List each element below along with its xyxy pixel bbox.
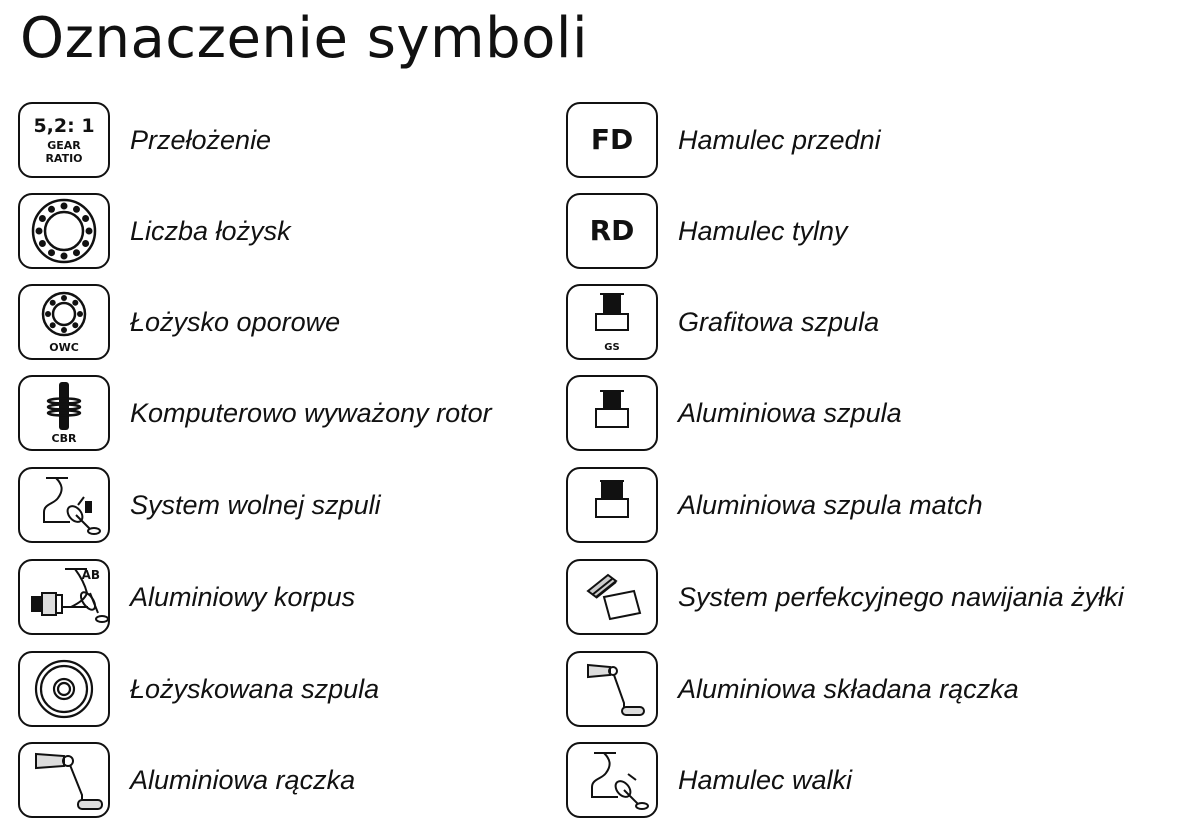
symbol-label: System wolnej szpuli — [130, 489, 381, 520]
symbol-graphite-spool — [566, 283, 879, 361]
symbol-line-winding — [566, 558, 1124, 636]
symbol-label: Aluminiowy korpus — [130, 581, 356, 612]
symbol-label: Aluminiowa rączka — [130, 764, 356, 795]
symbol-bearings — [18, 192, 291, 270]
symbol-folding-handle — [566, 650, 1019, 728]
symbol-label: Liczba łożysk — [130, 215, 291, 246]
icon-text: AB — [81, 568, 100, 582]
symbol-gear-ratio — [18, 101, 271, 179]
symbol-aluminium-handle — [18, 741, 355, 819]
icon-text: GEAR — [47, 138, 81, 152]
icon-text: CBR — [51, 431, 77, 445]
symbol-label: Aluminiowa szpula — [678, 397, 902, 428]
icon-text: RATIO — [45, 151, 83, 165]
icon-text: GS — [604, 342, 620, 353]
graphite-spool-icon — [566, 284, 658, 360]
symbol-match-spool — [566, 466, 983, 544]
symbol-anti-reverse-bearing — [18, 283, 340, 361]
symbol-label: Komputerowo wyważony rotor — [130, 397, 492, 428]
symbol-rear-drag — [566, 192, 848, 270]
symbol-free-spool — [18, 466, 381, 544]
rear-drag-icon — [566, 193, 658, 269]
balanced-rotor-icon — [18, 375, 110, 451]
aluminium-handle-icon — [18, 742, 110, 818]
aluminium-spool-icon — [566, 375, 658, 451]
icon-text: RD — [589, 214, 635, 247]
symbol-label: Hamulec przedni — [678, 124, 881, 155]
aluminium-body-reel-icon — [18, 559, 110, 635]
icon-text: OWC — [49, 340, 79, 354]
icon-text: FD — [590, 123, 634, 156]
line-winding-icon — [566, 559, 658, 635]
symbol-label: Przełożenie — [130, 124, 272, 155]
symbol-label: Łożysko oporowe — [130, 306, 341, 337]
bearing-spool-icon — [18, 651, 110, 727]
symbol-label: Hamulec tylny — [678, 215, 848, 246]
gear-ratio-icon — [18, 102, 110, 178]
symbol-label: Hamulec walki — [678, 764, 853, 795]
match-spool-icon — [566, 467, 658, 543]
symbol-balanced-rotor — [18, 374, 492, 452]
symbol-front-drag — [566, 101, 881, 179]
symbol-aluminium-spool — [566, 374, 902, 452]
symbol-label: Aluminiowa szpula match — [678, 489, 983, 520]
symbol-aluminium-body — [18, 558, 355, 636]
symbol-label: Łożyskowana szpula — [130, 673, 380, 704]
anti-reverse-bearing-icon — [18, 284, 110, 360]
symbol-bearing-spool — [18, 650, 379, 728]
bearings-icon — [18, 193, 110, 269]
free-spool-reel-icon — [18, 467, 110, 543]
symbol-label: Grafitowa szpula — [678, 306, 880, 337]
symbol-fighting-drag — [566, 741, 852, 819]
fighting-drag-reel-icon — [566, 742, 658, 818]
symbol-label: Aluminiowa składana rączka — [678, 673, 1019, 704]
page-title: Oznaczenie symboli — [20, 6, 589, 71]
icon-text: 5,2: 1 — [33, 114, 95, 137]
folding-handle-icon — [566, 651, 658, 727]
front-drag-icon — [566, 102, 658, 178]
symbol-label: System perfekcyjnego nawijania żyłki — [678, 581, 1124, 612]
